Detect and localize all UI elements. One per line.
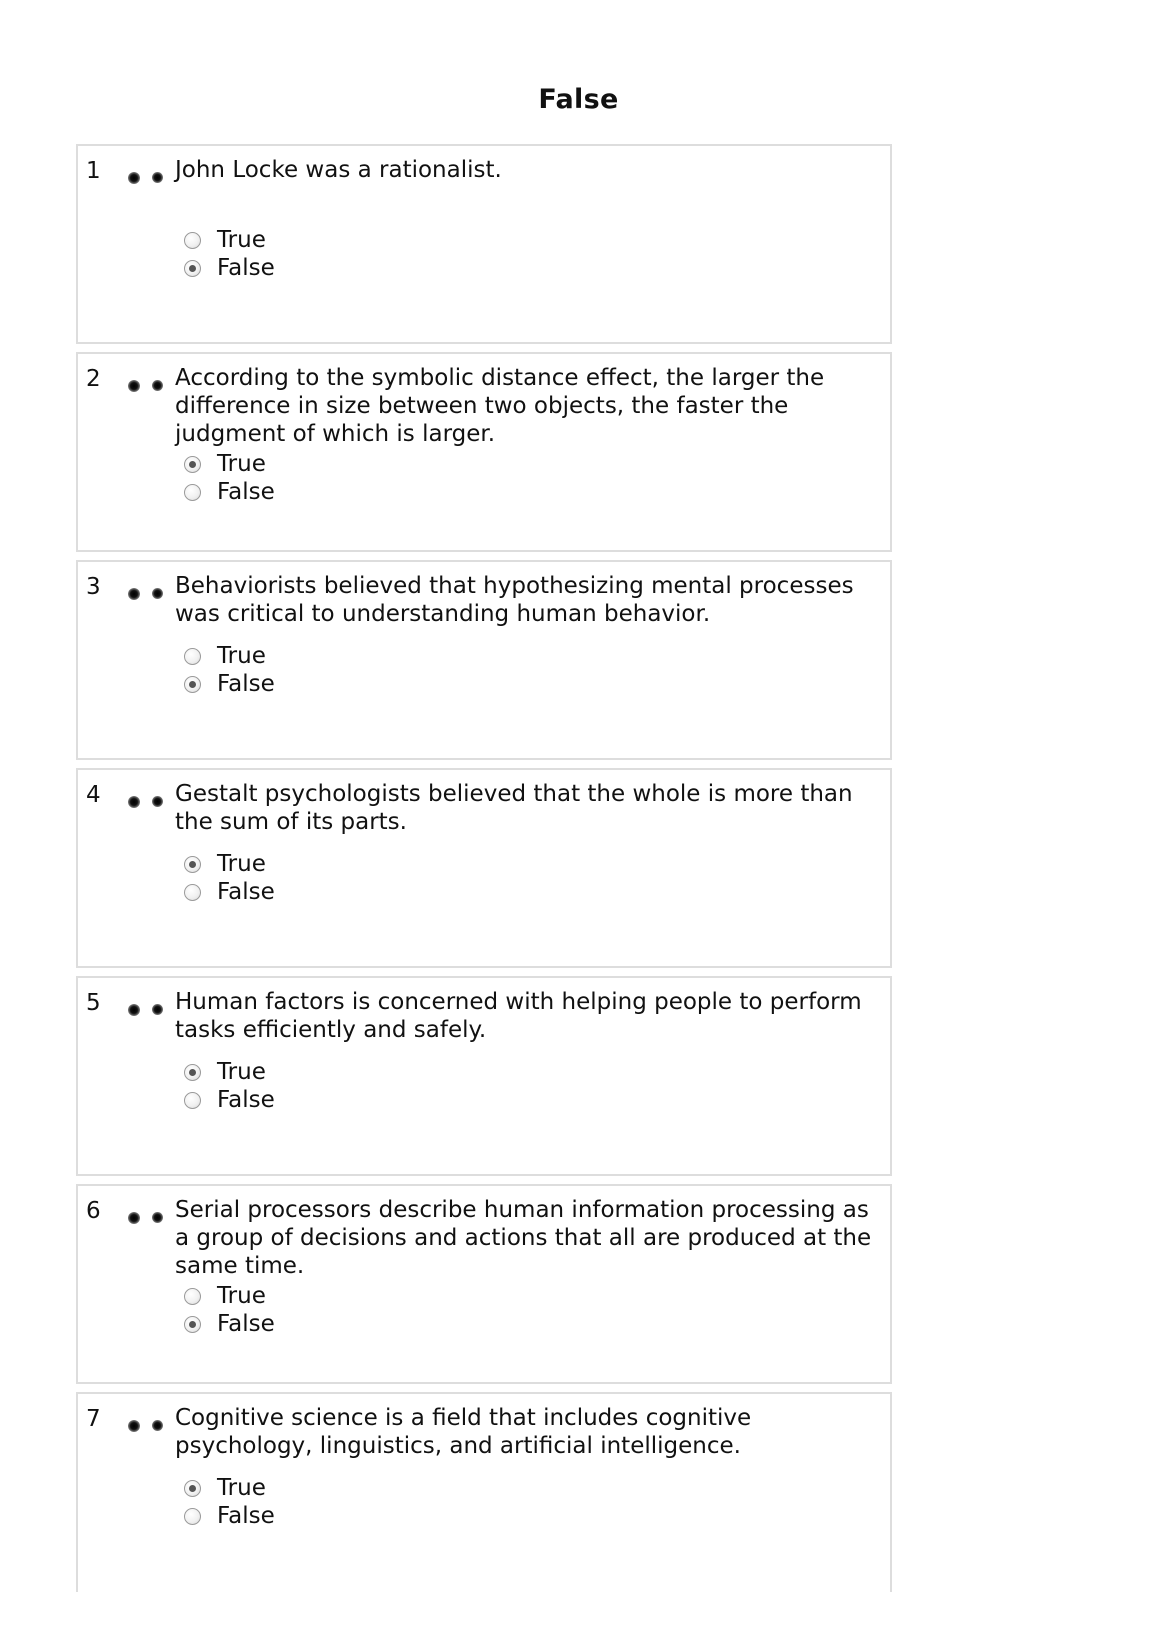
answer-options — [184, 226, 275, 282]
question-number: 1 — [86, 158, 101, 184]
radio-true[interactable] — [184, 1064, 201, 1081]
option-label: False — [217, 255, 275, 281]
question-card — [76, 1184, 892, 1384]
question-number: 4 — [86, 782, 101, 808]
option-label: True — [217, 1475, 266, 1501]
option-false[interactable] — [184, 878, 275, 906]
status-dots-icon — [128, 171, 168, 185]
option-false[interactable] — [184, 670, 275, 698]
radio-true[interactable] — [184, 1288, 201, 1305]
question-number: 3 — [86, 574, 101, 600]
option-label: True — [217, 851, 266, 877]
radio-true[interactable] — [184, 856, 201, 873]
option-false[interactable] — [184, 1310, 275, 1338]
question-text: Serial processors describe human information processing as a group of decisions and actions that all are produced at the same time. — [175, 1197, 872, 1279]
option-false[interactable] — [184, 478, 275, 506]
question-number: 6 — [86, 1198, 101, 1224]
option-label: False — [217, 879, 275, 905]
answer-options — [184, 1474, 275, 1530]
question-text: Behaviorists believed that hypothesizing mental processes was critical to understanding human behavior. — [175, 573, 854, 627]
option-label: True — [217, 227, 266, 253]
question-text: Gestalt psychologists believed that the whole is more than the sum of its parts. — [175, 781, 853, 835]
status-dots-icon — [128, 1003, 168, 1017]
radio-false[interactable] — [184, 1316, 201, 1333]
answer-options — [184, 450, 275, 506]
option-true[interactable] — [184, 226, 275, 254]
question-card — [76, 768, 892, 968]
option-label: False — [217, 1087, 275, 1113]
radio-true[interactable] — [184, 232, 201, 249]
option-label: False — [217, 1311, 275, 1337]
option-label: False — [217, 671, 275, 697]
radio-false[interactable] — [184, 1508, 201, 1525]
answer-options — [184, 850, 275, 906]
status-dots-icon — [128, 1211, 168, 1225]
option-false[interactable] — [184, 254, 275, 282]
question-text: John Locke was a rationalist. — [175, 157, 502, 183]
status-dots-icon — [128, 795, 168, 809]
radio-false[interactable] — [184, 260, 201, 277]
option-true[interactable] — [184, 1474, 275, 1502]
option-true[interactable] — [184, 1058, 275, 1086]
option-label: True — [217, 1059, 266, 1085]
radio-false[interactable] — [184, 1092, 201, 1109]
option-label: True — [217, 1283, 266, 1309]
question-number: 5 — [86, 990, 101, 1016]
option-false[interactable] — [184, 1502, 275, 1530]
question-text: Human factors is concerned with helping people to perform tasks efficiently and safely. — [175, 989, 862, 1043]
radio-false[interactable] — [184, 884, 201, 901]
radio-true[interactable] — [184, 648, 201, 665]
question-number: 7 — [86, 1406, 101, 1432]
option-label: True — [217, 643, 266, 669]
question-card — [76, 560, 892, 760]
radio-true[interactable] — [184, 456, 201, 473]
answer-options — [184, 642, 275, 698]
option-false[interactable] — [184, 1086, 275, 1114]
answer-options — [184, 1058, 275, 1114]
question-text: Cognitive science is a field that includes cognitive psychology, linguistics, and artificial intelligence. — [175, 1405, 752, 1459]
question-list — [76, 144, 892, 1600]
radio-false[interactable] — [184, 676, 201, 693]
option-true[interactable] — [184, 642, 275, 670]
radio-true[interactable] — [184, 1480, 201, 1497]
option-label: False — [217, 479, 275, 505]
question-card — [76, 352, 892, 552]
question-card — [76, 144, 892, 344]
option-true[interactable] — [184, 1282, 275, 1310]
question-text: According to the symbolic distance effect, the larger the difference in size between two objects, the faster the judgment of which is larger. — [175, 365, 825, 447]
question-card — [76, 976, 892, 1176]
status-dots-icon — [128, 587, 168, 601]
question-card — [76, 1392, 892, 1592]
question-number: 2 — [86, 366, 101, 392]
answer-options — [184, 1282, 275, 1338]
status-dots-icon — [128, 1419, 168, 1433]
option-true[interactable] — [184, 450, 275, 478]
page-title: False — [538, 84, 619, 115]
status-dots-icon — [128, 379, 168, 393]
radio-false[interactable] — [184, 484, 201, 501]
option-label: True — [217, 451, 266, 477]
option-label: False — [217, 1503, 275, 1529]
option-true[interactable] — [184, 850, 275, 878]
